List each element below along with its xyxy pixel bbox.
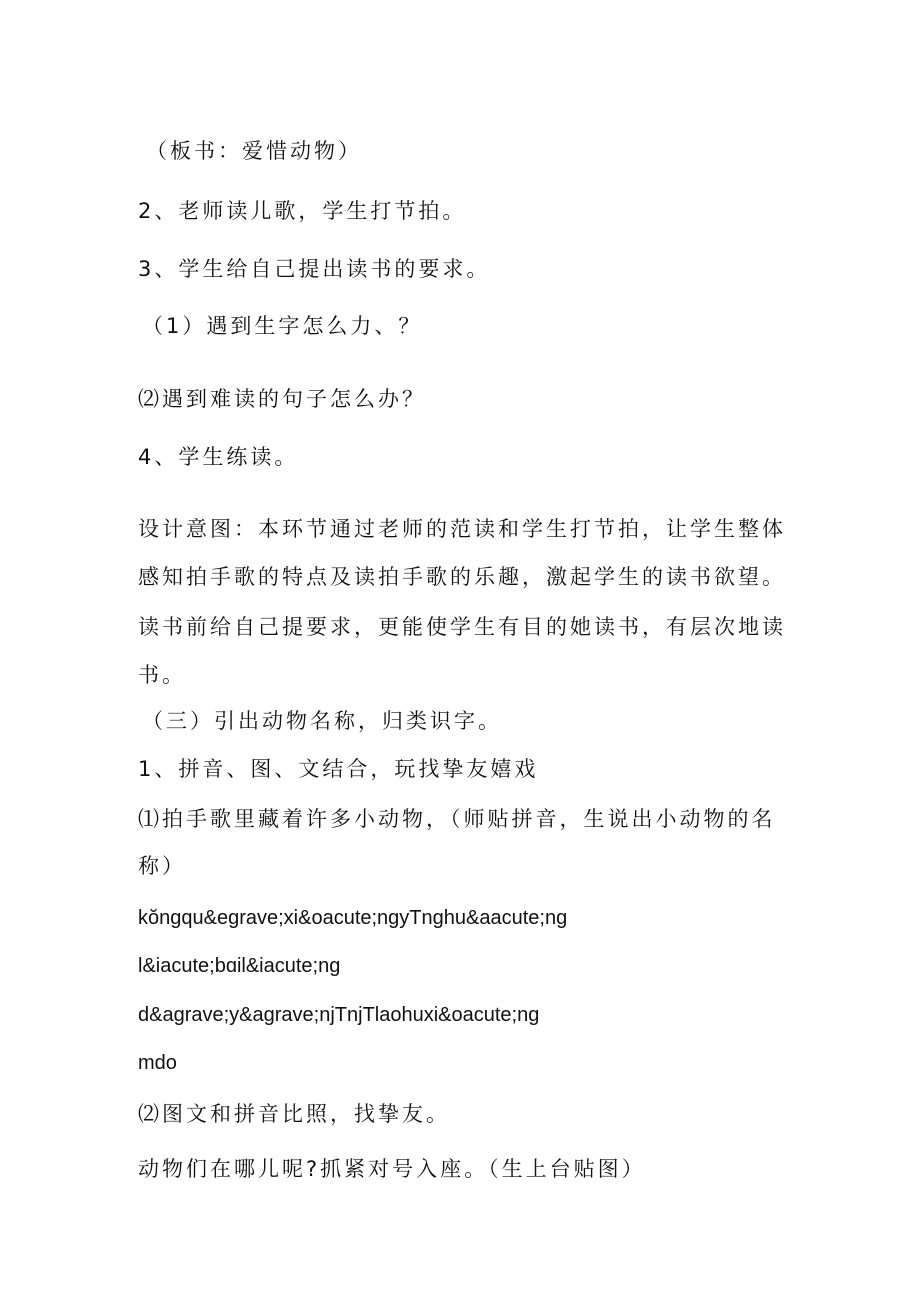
activity-1-sub-2: ⑵图文和拼音比照，找挚友。 — [138, 1102, 450, 1126]
activity-1-sub-2-detail: 动物们在哪儿呢?抓紧对号入座。（生上台贴图） — [138, 1157, 646, 1181]
pinyin-line-4: mdo — [138, 1052, 177, 1074]
step-4: 4、学生练读。 — [138, 445, 299, 469]
design-intent-line-3: 读书前给自己提要求，更能使学生有目的她读书，有层次地读 — [138, 615, 786, 639]
step-2: 2、老师读儿歌，学生打节拍。 — [138, 199, 467, 223]
design-intent-line-2: 感知拍手歌的特点及读拍手歌的乐趣，激起学生的读书欲望。 — [138, 565, 786, 589]
pinyin-line-3: d&agrave;y&agrave;njTnjTlaohuxi&oacute;ng — [138, 1004, 540, 1026]
question-2: ⑵遇到难读的句子怎么办？ — [138, 387, 426, 411]
board-note: （板书：爱惜动物） — [146, 139, 362, 163]
section-3-heading: （三）引出动物名称，归类识字。 — [142, 709, 502, 733]
activity-1: 1、拼音、图、文结合，玩找挚友嬉戏 — [138, 757, 539, 781]
pinyin-line-2: l&iacute;bɑil&iacute;ng — [138, 955, 341, 977]
question-1: （1）遇到生字怎么力、？ — [142, 314, 423, 338]
pinyin-line-1: kŏngqu&egrave;xi&oacute;ngyTnghu&aacute;ng — [138, 907, 568, 929]
design-intent-line-4: 书。 — [138, 663, 186, 687]
activity-1-sub-1: ⑴拍手歌里藏着许多小动物，（师贴拼音，生说出小动物的名 — [138, 807, 776, 831]
step-3: 3、学生给自己提出读书的要求。 — [138, 257, 491, 281]
design-intent-line-1: 设计意图：本环节通过老师的范读和学生打节拍，让学生整体 — [138, 517, 786, 541]
activity-1-sub-1-cont: 称） — [138, 854, 186, 878]
